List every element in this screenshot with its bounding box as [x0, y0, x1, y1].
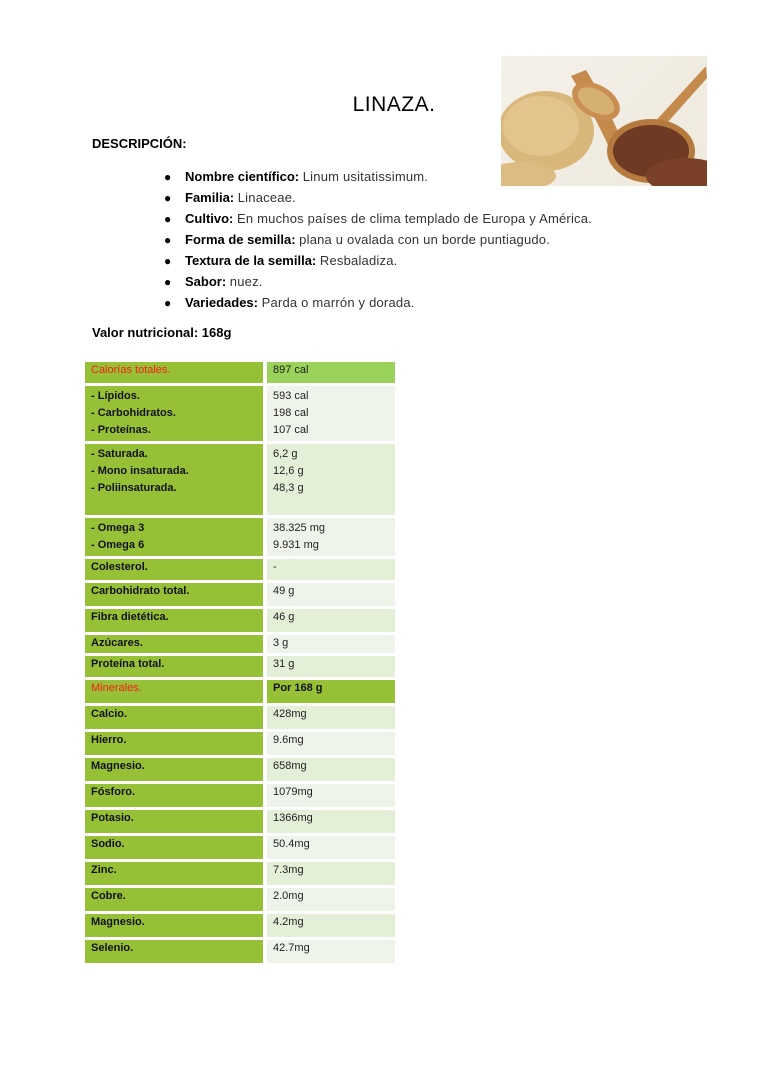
minerals-label: Minerales.: [85, 680, 267, 703]
bullet-icon: ●: [164, 170, 172, 184]
table-row: Magnesio. 658mg: [85, 758, 395, 781]
table-row: - Omega 3 - Omega 6 38.325 mg 9.931 mg: [85, 518, 395, 556]
table-row: Carbohidrato total. 49 g: [85, 583, 395, 606]
nutrition-heading: Valor nutricional: 168g: [92, 325, 232, 340]
bullet-icon: ●: [164, 233, 172, 247]
table-row: Hierro. 9.6mg: [85, 732, 395, 755]
list-item: ● Textura de la semilla: Resbaladiza.: [164, 250, 684, 271]
calories-label: Calorías totales.: [85, 362, 267, 383]
table-row: Cobre. 2.0mg: [85, 888, 395, 911]
list-item: ● Cultivo: En muchos países de clima templado de Europa y América.: [164, 208, 684, 229]
list-item: ● Variedades: Parda o marrón y dorada.: [164, 292, 684, 313]
bullet-icon: ●: [164, 275, 172, 289]
table-row: [85, 362, 395, 383]
bullet-icon: ●: [164, 296, 172, 310]
description-heading: DESCRIPCIÓN:: [92, 136, 187, 151]
bullet-icon: ●: [164, 254, 172, 268]
table-row: - Lípidos. - Carbohidratos. - Proteínas. 593 cal 198 cal 107 cal: [85, 386, 395, 441]
table-row: Azúcares. 3 g: [85, 635, 395, 653]
bullet-icon: ●: [164, 191, 172, 205]
table-row: Fibra dietética. 46 g: [85, 609, 395, 632]
list-item: ● Nombre científico: Linum usitatissimum.: [164, 166, 684, 187]
nutrition-table: [85, 359, 395, 966]
table-row: Colesterol. -: [85, 559, 395, 580]
list-item: ● Familia: Linaceae.: [164, 187, 684, 208]
table-row: Potasio. 1366mg: [85, 810, 395, 833]
calories-value: 897 cal: [267, 362, 395, 383]
table-row: Zinc. 7.3mg: [85, 862, 395, 885]
table-row: Magnesio. 4.2mg: [85, 914, 395, 937]
table-row: - Saturada. - Mono insaturada. - Poliinsaturada. 6,2 g 12,6 g 48,3 g: [85, 444, 395, 515]
page-title: LINAZA.: [352, 93, 436, 116]
table-row: Selenio. 42.7mg: [85, 940, 395, 963]
property-list: [164, 166, 684, 313]
table-row: Sodio. 50.4mg: [85, 836, 395, 859]
minerals-per-value: Por 168 g: [267, 680, 395, 703]
list-item: ● Sabor: nuez.: [164, 271, 684, 292]
table-row: [85, 680, 395, 703]
table-row: Calcio. 428mg: [85, 706, 395, 729]
table-row: Fósforo. 1079mg: [85, 784, 395, 807]
table-row: Proteína total. 31 g: [85, 656, 395, 677]
list-item: ● Forma de semilla: plana u ovalada con un borde puntiagudo.: [164, 229, 684, 250]
bullet-icon: ●: [164, 212, 172, 226]
